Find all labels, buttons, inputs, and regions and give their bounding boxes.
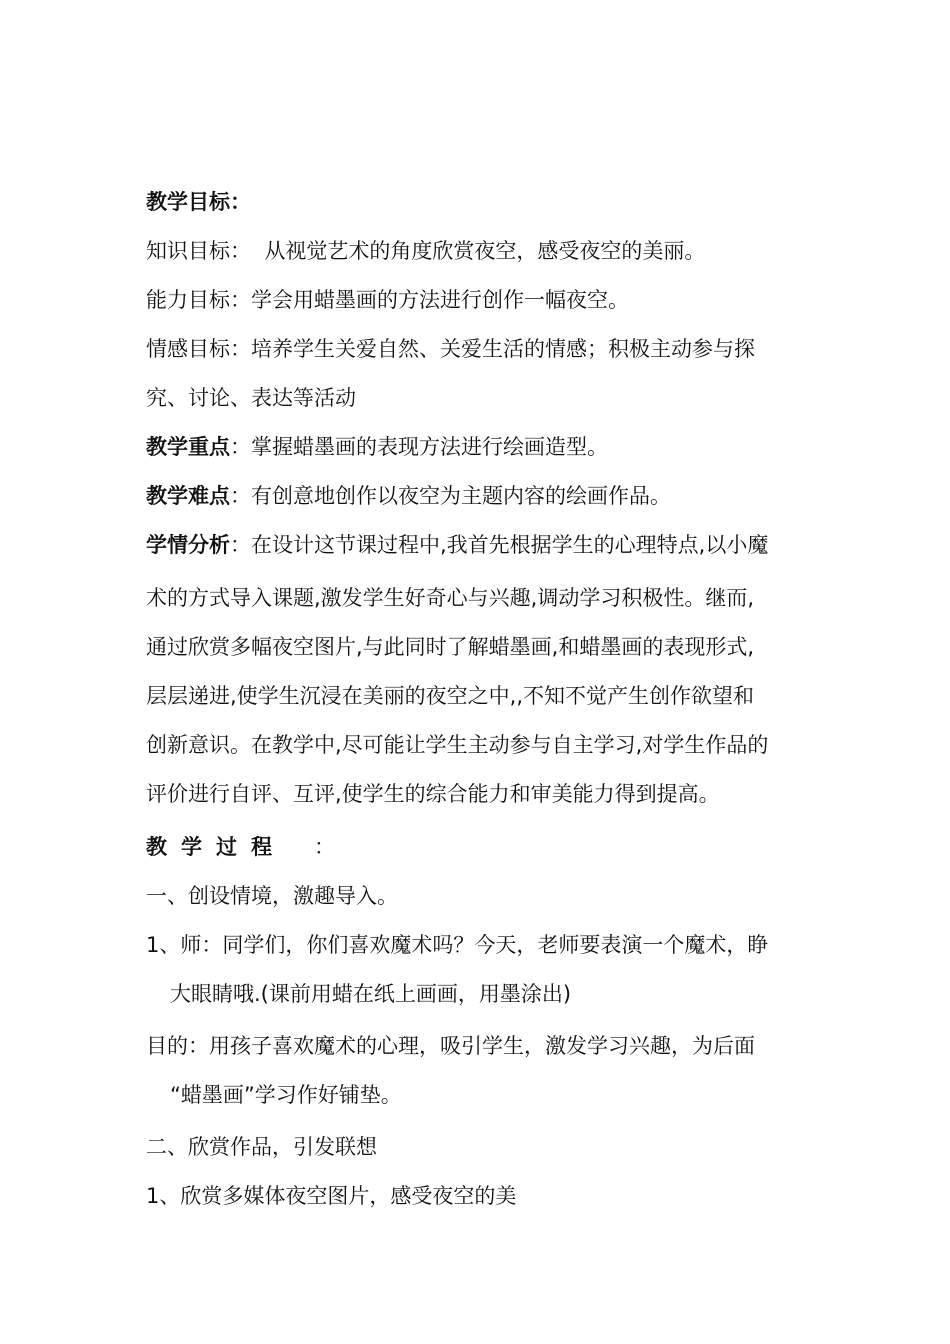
learning-analysis-line-6: 评价进行自评、互评,使学生的综合能力和审美能力得到提高。 [146,782,720,806]
item-1-line-2: 大眼睛哦.(课前用蜡在纸上画画，用墨涂出) [170,982,572,1006]
heading-teaching-goals: 教学目标： [146,190,251,214]
learning-analysis-line-1: ：在设计这节课过程中,我首先根据学生的心理特点,以小魔 [230,533,769,557]
learning-analysis-line-4: 层层递进,使学生沉浸在美丽的夜空之中,,不知不觉产生创作欲望和 [146,684,755,708]
item-2-line-1: 1、欣赏多媒体夜空图片，感受夜空的美 [146,1184,517,1208]
section-2-heading: 二、欣赏作品，引发联想 [146,1135,377,1159]
learning-analysis-label: 学情分析 [146,533,230,557]
learning-analysis [146,530,816,560]
knowledge-goal-label: 知识目标： [146,239,251,263]
teaching-difficulty-label: 教学难点 [146,484,230,508]
teaching-key-point-text: ：掌握蜡墨画的表现方法进行绘画造型。 [230,435,608,459]
learning-analysis-line-3: 通过欣赏多幅夜空图片,与此同时了解蜡墨画,和蜡墨画的表现形式, [146,635,755,659]
purpose-line-2: “蜡墨画”学习作好铺垫。 [170,1083,402,1107]
teaching-difficulty [146,481,816,511]
item-1-line-1: 1、师：同学们，你们喜欢魔术吗？今天，老师要表演一个魔术，睁 [146,933,769,957]
teaching-process-label: 教学过程 [146,835,286,859]
teaching-process-heading [146,832,816,862]
learning-analysis-line-5: 创新意识。在教学中,尽可能让学生主动参与自主学习,对学生作品的 [146,733,769,757]
knowledge-goal-text: 从视觉艺术的角度欣赏夜空，感受夜空的美丽。 [251,239,706,263]
emotion-goal [146,334,816,364]
ability-goal-label: 能力目标： [146,288,251,312]
teaching-key-point-label: 教学重点 [146,435,230,459]
teaching-process-colon: ： [314,835,335,859]
learning-analysis-line-2: 术的方式导入课题,激发学生好奇心与兴趣,调动学习积极性。继而, [146,586,755,610]
emotion-goal-text-1: 培养学生关爱自然、关爱生活的情感；积极主动参与探 [251,337,755,361]
purpose-line-1: 目的：用孩子喜欢魔术的心理，吸引学生，激发学习兴趣，为后面 [146,1034,755,1058]
emotion-goal-text-2: 究、讨论、表达等活动 [146,386,356,410]
ability-goal [146,285,816,315]
teaching-key-point [146,432,816,462]
teaching-difficulty-text: ：有创意地创作以夜空为主题内容的绘画作品。 [230,484,671,508]
emotion-goal-label: 情感目标： [146,337,251,361]
knowledge-goal [146,236,816,266]
ability-goal-text: 学会用蜡墨画的方法进行创作一幅夜空。 [251,288,629,312]
section-1-heading: 一、创设情境，激趣导入。 [146,884,398,908]
